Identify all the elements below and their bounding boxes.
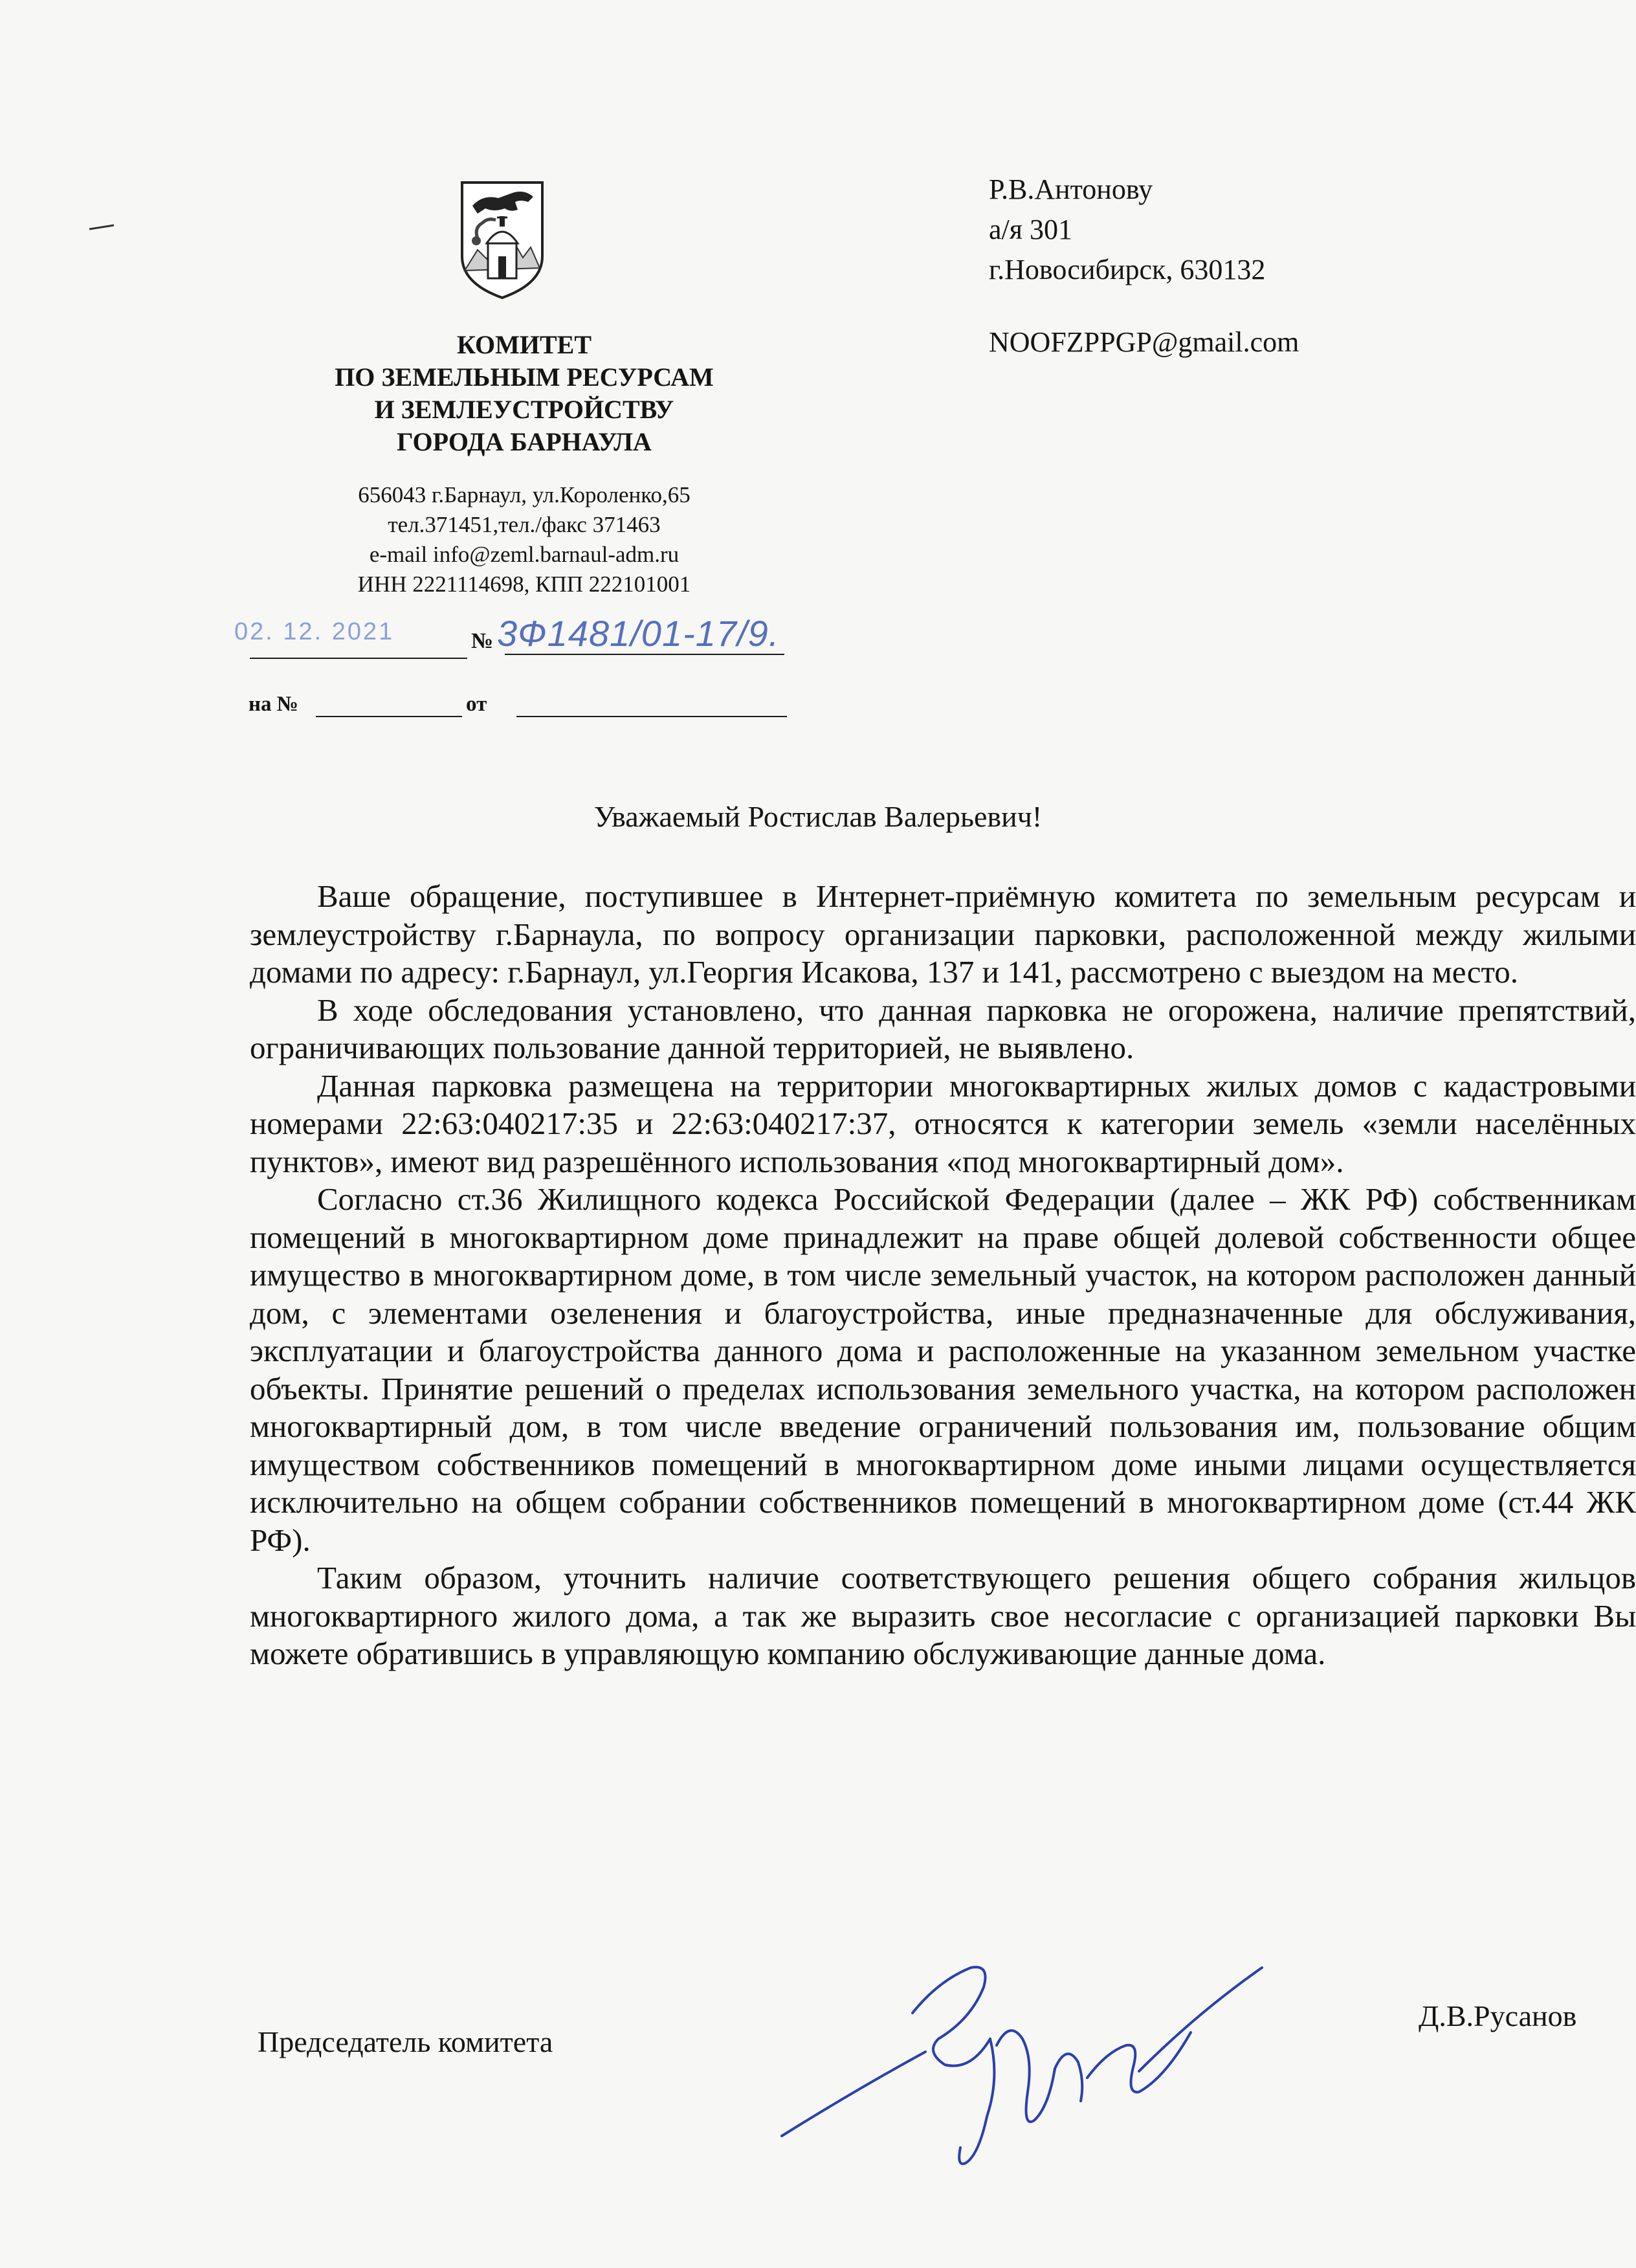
coat-of-arms-emblem [458, 180, 546, 300]
org-name-line: ПО ЗЕМЕЛЬНЫМ РЕСУРСАМ [335, 362, 714, 392]
signatory-role: Председатель комитета [258, 2025, 553, 2058]
signatory-name: Д.В.Русанов [1419, 1999, 1577, 2032]
org-name-line: ГОРОДА БАРНАУЛА [397, 427, 652, 456]
addressee-email: NOOFZPPGP@gmail.com [989, 326, 1299, 358]
body-paragraph: Таким образом, уточнить наличие соответствующего решения общего собрания жильцов многоквартирного жилого дома, а так же выразить свое несогласие с организацией парковки Вы можете обратившись в управляющую компанию обслуживающие данные дома. [250, 1560, 1636, 1671]
greeting: Уважаемый Ростислав Валерьевич! [593, 800, 1043, 833]
body-paragraph: Согласно ст.36 Жилищного кодекса Российской Федерации (далее – ЖК РФ) собственникам помещений в многоквартирном доме принадлежит на праве общей долевой собственности общее имущество в многоквартирном доме, в том числе земельный участок, на котором расположен данный дом, с элементами озеленения и благоустройства, иные предназначенные для обслуживания, эксплуатации и благоустройства данного дома и расположенные на указанном земельном участке объекты. Принятие решений о пределах использования земельного участка, на котором расположен многоквартирный дом, в том числе введение ограничений пользования им, пользование общим имуществом собственников помещений в многоквартирном доме иными лицами осуществляется исключительно на общем собрании собственников помещений в многоквартирном доме (ст.44 ЖК РФ). [250, 1181, 1636, 1558]
addressee-name: Р.В.Антонову [989, 173, 1153, 205]
org-email: e-mail info@zeml.barnaul-adm.ru [369, 542, 680, 567]
registration-number-handwritten: 3Ф1481/01-17/9. [497, 613, 780, 654]
body-paragraph: Данная парковка размещена на территории многоквартирных жилых домов с кадастровыми номерами 22:63:040217:35 и 22:63:040217:37, относятся к категории земель «земли населённых пунктов», имеют вид разрешённого использования «под многоквартирный дом». [250, 1067, 1636, 1179]
reference-date-line [516, 716, 787, 717]
addressee-po-box: а/я 301 [989, 214, 1072, 245]
handwritten-signature [777, 1942, 1268, 2168]
org-address: 656043 г.Барнаул, ул.Короленко,65 [358, 482, 691, 507]
reference-number-line [316, 716, 462, 717]
org-tax-ids: ИНН 2221114698, КПП 222101001 [357, 572, 691, 597]
registration-number-sign: № [471, 629, 494, 653]
body-paragraph: Ваше обращение, поступившее в Интернет-приёмную комитета по земельным ресурсам и землеустройству г.Барнаула, по вопросу организации парковки, расположенной между жилыми домами по адресу: г.Барнаул, ул.Георгия Исакова, 137 и 141, рассмотрено с выездом на место. [250, 878, 1636, 990]
organization-contacts [246, 480, 802, 599]
registration-date-stamp: 02. 12. 2021 [234, 618, 395, 645]
org-name-line: КОМИТЕТ [456, 330, 592, 359]
registration-date-line [250, 658, 467, 659]
reference-date-label: от [466, 693, 487, 716]
letter-body [250, 878, 1636, 1673]
organization-name [246, 329, 802, 458]
org-name-line: И ЗЕМЛЕУСТРОЙСТВУ [374, 395, 674, 424]
org-phones: тел.371451,тел./факс 371463 [388, 512, 661, 537]
body-paragraph: В ходе обследования установлено, что данная парковка не огорожена, наличие препятствий, ограничивающих пользование данной территорией, не выявлено. [250, 992, 1636, 1065]
reference-number-label: на № [249, 693, 298, 716]
addressee-block [989, 170, 1299, 362]
scan-mark [88, 224, 115, 230]
addressee-city: г.Новосибирск, 630132 [989, 254, 1266, 285]
registration-number-line [505, 654, 784, 655]
